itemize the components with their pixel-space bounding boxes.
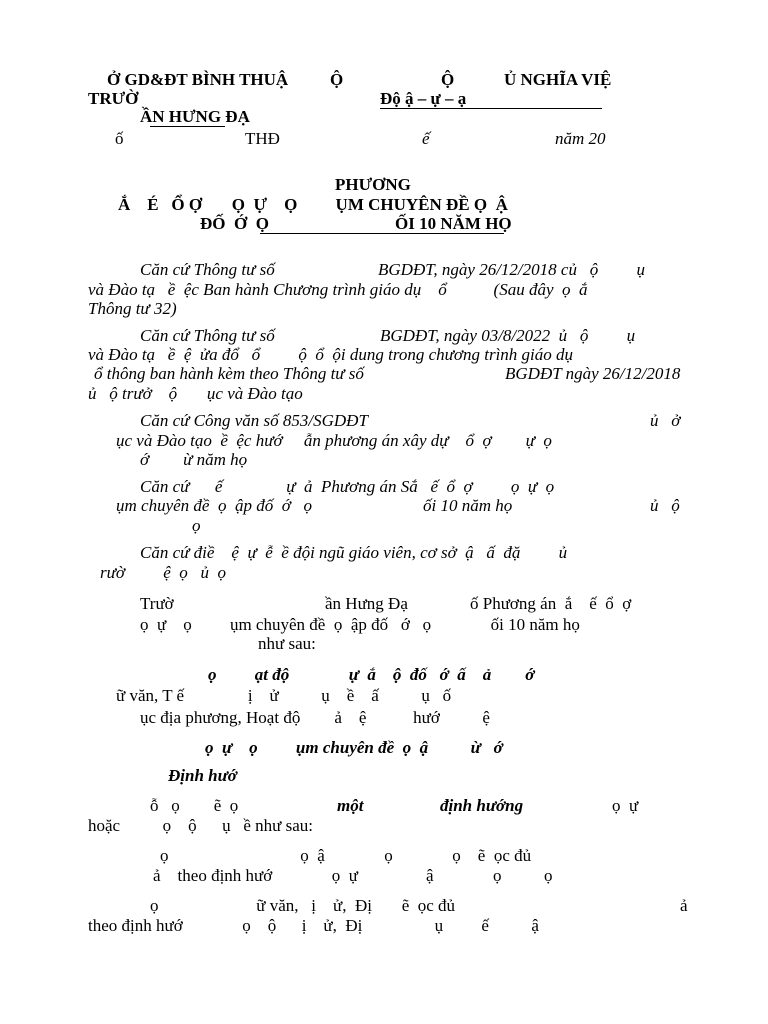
section-1-heading: ọ ạt độ ự ắ ộ đố ớ ấ ả ớ [208, 665, 535, 684]
p3-line1a: Căn cứ Công văn số 853/SGDĐT [140, 411, 368, 430]
doc-subtitle-underline [260, 214, 504, 234]
p1-line3: Thông tư 32) [88, 299, 177, 318]
p7-line1b: một [337, 796, 364, 815]
motto: Độ ậ – ự – ạ [380, 89, 467, 108]
p2-line2: và Đào tạ ề ệ ửa đổ ổ ộ ổ ội dung trong chương trình giáo dụ [88, 345, 574, 364]
p1-line1a: Căn cứ Thông tư số [140, 260, 275, 279]
date-prefix: ế [422, 129, 430, 148]
p9-line1b: ả [680, 896, 688, 915]
doc-subtitle-2a: ĐỐ Ớ Ọ [200, 214, 269, 233]
p4-line1: Căn cứ ế ự ả Phương án Sắ ế ổ ợ ọ ự ọ [140, 477, 555, 496]
republic-title-b: Ộ [441, 70, 455, 89]
p6-line1a: Trườ [140, 594, 174, 613]
p6-line1c: ố Phương án ắ ế ổ ợ [470, 594, 632, 613]
date-year: năm 20 [555, 129, 606, 148]
p4-line3: ọ [192, 516, 201, 535]
p7-line2: hoặc ọ ộ ụ ề như sau: [88, 816, 313, 835]
p1-line1b: BGDĐT, ngày 26/12/2018 củ ộ ụ [378, 260, 645, 279]
doc-subtitle-2b: ỐI 10 NĂM HỌ [395, 214, 512, 233]
section-3-heading: Định hướ [168, 766, 237, 785]
p2-line4: ủ ộ trưở ộ ục và Đào tạo [88, 384, 303, 403]
republic-title-a: Ộ [330, 70, 344, 89]
p9-line1: ọ ữ văn, ị ử, Đị ẽ ọc đủ [150, 896, 456, 915]
p6-line2: ọ ự ọ ụm chuyên đề ọ ập đố ớ ọ ối 10 năm họ [140, 615, 580, 634]
dept-name: Ở GD&ĐT BÌNH THUẬ [107, 70, 289, 89]
republic-title-c: Ủ NGHĨA VIỆ [504, 70, 612, 89]
doc-number-prefix: ố [115, 129, 124, 148]
p1-line2: và Đào tạ ề ệc Ban hành Chương trình giáo dụ ổ (Sau đây ọ ắ [88, 280, 588, 299]
section-1-line3: ục địa phương, Hoạt độ ả ệ hướ ệ [140, 708, 490, 727]
p5-line1: Căn cứ điề ệ ự ễ ề đội ngũ giáo viên, cơ sở ậ ấ đặ ủ [140, 543, 568, 562]
p2-line3b: BGDĐT ngày 26/12/2018 [505, 364, 681, 383]
p2-line1b: BGDĐT, ngày 03/8/2022 ủ ộ ụ [380, 326, 636, 345]
p6-line3: như sau: [258, 634, 316, 653]
p3-line3: ớ ừ năm họ [140, 450, 248, 469]
p8-line1: ọ ọ ậ ọ ọ ẽ ọc đủ [160, 846, 532, 865]
p9-line2: theo định hướ ọ ộ ị ử, Đị ụ ế ậ [88, 916, 539, 935]
doc-title: PHƯƠNG [335, 175, 411, 194]
p7-line1a: ỗ ọ ẽ ọ [150, 796, 239, 815]
school-name: ẦN HƯNG ĐẠ [140, 107, 250, 126]
school-label: TRƯỜ [88, 89, 139, 108]
p7-line1d: ọ ự [612, 796, 639, 815]
section-1-line2: ữ văn, T ế ị ử ụ ề ấ ụ ố [116, 686, 452, 705]
doc-number-code: THĐ [245, 129, 280, 148]
p5-line2: rườ ệ ọ ủ ọ [100, 563, 227, 582]
section-2-heading: ọ ự ọ ụm chuyên đề ọ ậ ừ ớ [205, 738, 503, 757]
p3-line2: ục và Đào tạo ề ệc hướ ẫn phương án xây dự ổ ợ ự ọ [116, 431, 552, 450]
p4-line2a: ụm chuyên đề ọ ập đố ớ ọ [116, 496, 313, 515]
p2-line3a: ổ thông ban hành kèm theo Thông tư số [94, 364, 364, 383]
p3-line1b: ủ ở [650, 411, 681, 430]
p4-line2b: ối 10 năm họ [423, 496, 513, 515]
p2-line1a: Căn cứ Thông tư số [140, 326, 275, 345]
p7-line1c: định hướng [440, 796, 524, 815]
motto-underline [380, 89, 602, 109]
school-name-underline [150, 107, 225, 127]
p4-line2c: ủ ộ [650, 496, 680, 515]
p8-line2: ả theo định hướ ọ ự ậ ọ ọ [153, 866, 553, 885]
doc-subtitle-1: Ắ É Ổ Ợ Ọ Ự Ọ ỤM CHUYÊN ĐỀ Ọ Ậ [118, 195, 508, 214]
p6-line1b: ần Hưng Đạ [325, 594, 408, 613]
